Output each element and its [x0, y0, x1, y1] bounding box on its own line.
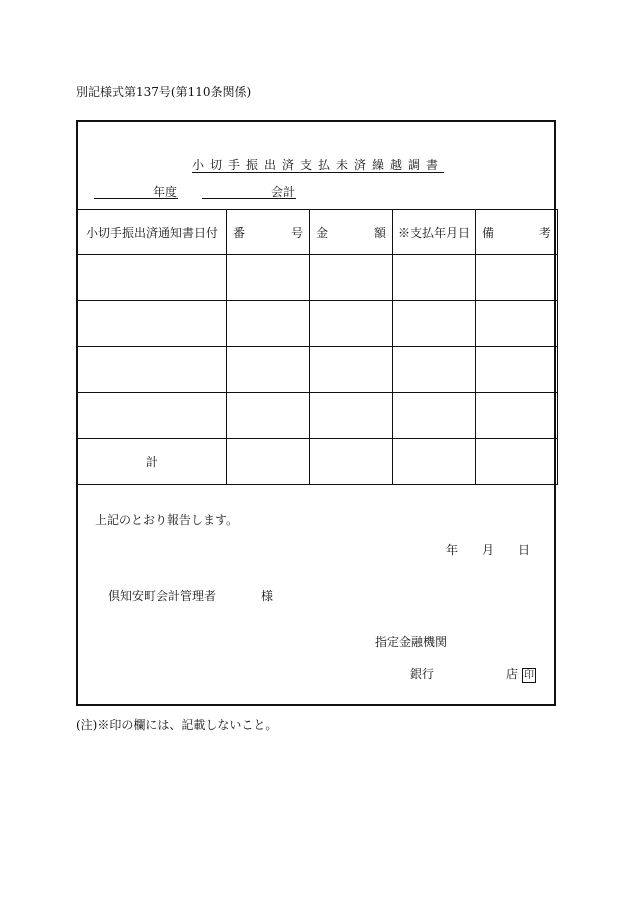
footnote: (注)※印の欄には、記載しないこと。: [76, 718, 278, 732]
col-number: 番 号: [227, 210, 310, 255]
table-row: [78, 255, 558, 301]
date-day: 日: [518, 543, 531, 557]
table-row: [78, 301, 558, 347]
table-row: [78, 347, 558, 393]
total-row: [78, 439, 558, 485]
honorific: 様: [261, 589, 274, 603]
date-month: 月: [482, 543, 495, 557]
total-label: 計: [78, 439, 227, 485]
col-remarks: 備 考: [476, 210, 558, 255]
form-number: 別記様式第137号(第110条関係): [76, 85, 252, 99]
table-header-row: [78, 210, 558, 255]
date-year: 年: [446, 543, 459, 557]
form-title: 小切手振出済支払未済繰越調書: [191, 158, 444, 172]
report-statement: 上記のとおり報告します。: [95, 513, 239, 527]
addressee: 倶知安町会計管理者: [108, 589, 217, 603]
col-payment-date: ※支払年月日: [393, 210, 476, 255]
carryover-table: [77, 209, 558, 485]
designated-institution: 指定金融機関: [375, 635, 448, 649]
form-frame: [76, 120, 556, 706]
fiscal-year-label: 年度: [153, 185, 178, 199]
branch-label: 店 印: [506, 667, 535, 681]
col-amount: 金 額: [310, 210, 393, 255]
table-row: [78, 393, 558, 439]
seal-mark: 印: [524, 670, 535, 681]
bank-label: 銀行: [410, 667, 435, 681]
col-notice-date: 小切手振出済通知書日付: [78, 210, 227, 255]
account-label: 会計: [271, 185, 296, 199]
